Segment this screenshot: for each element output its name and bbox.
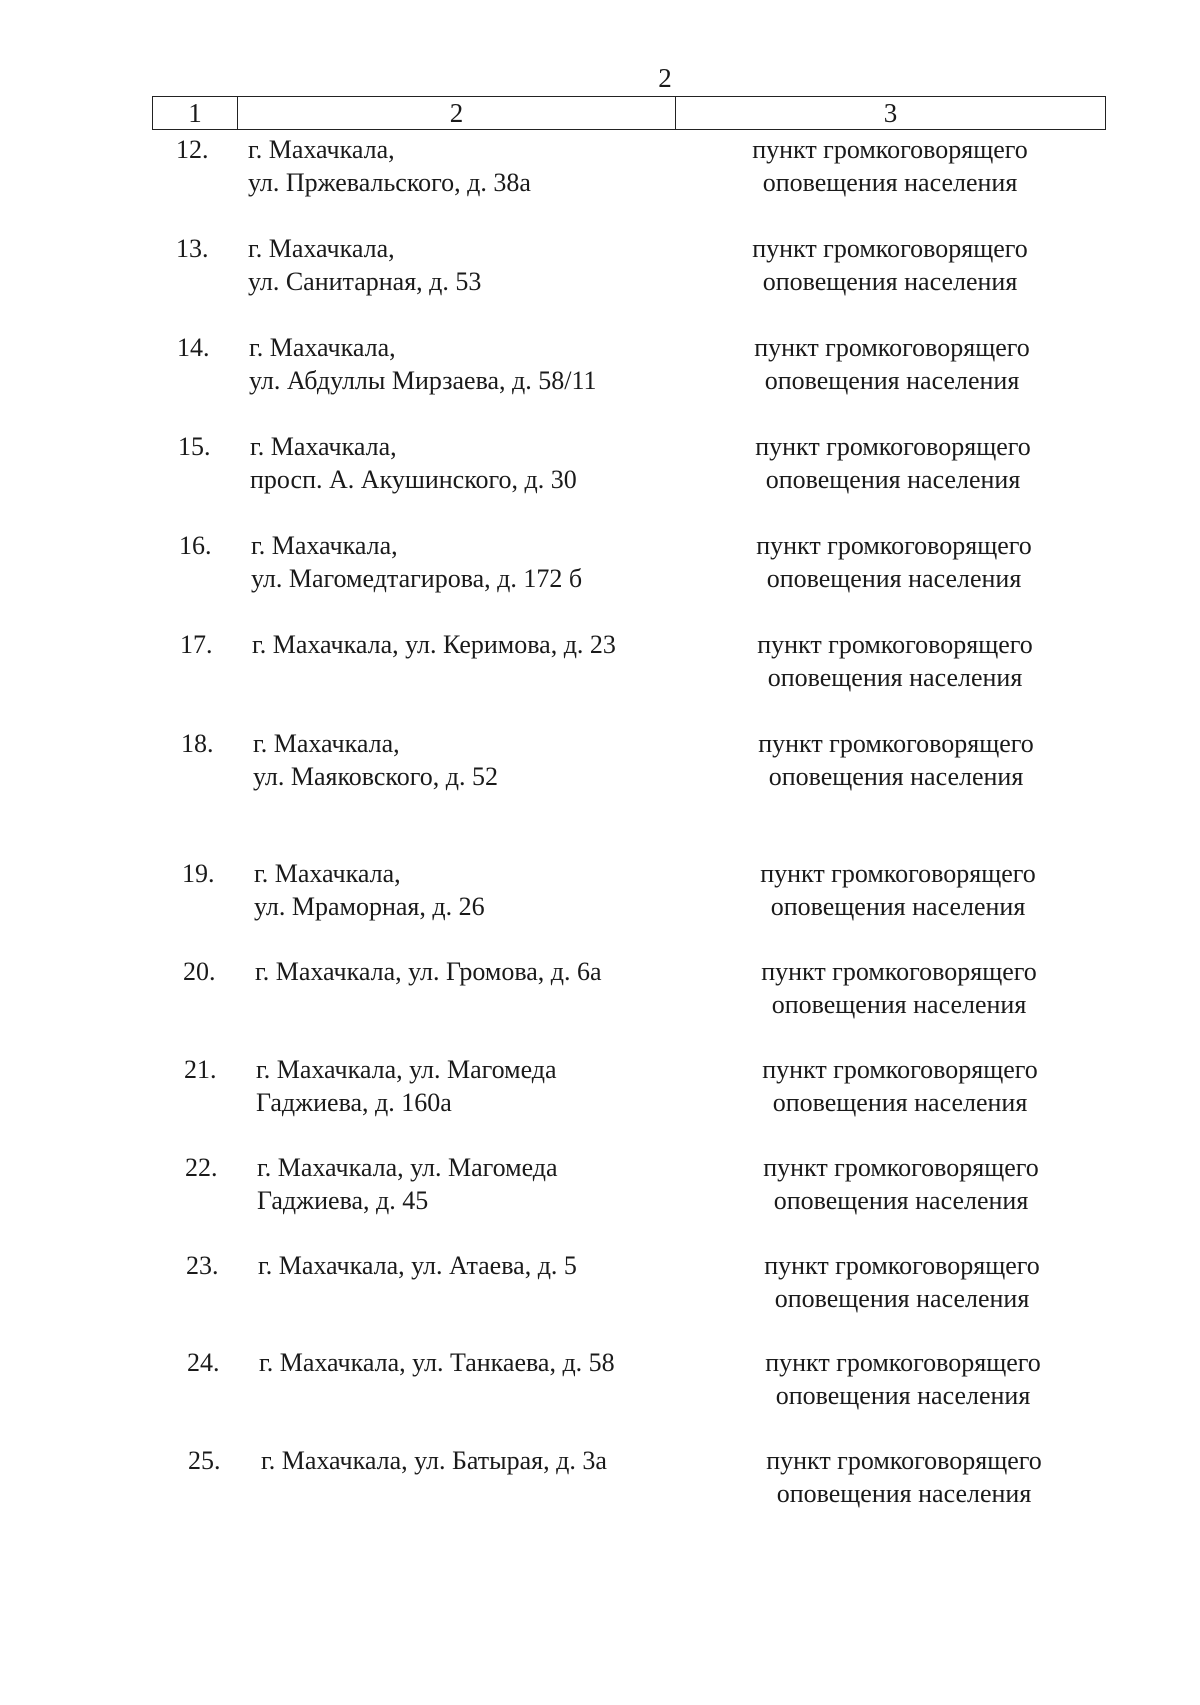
address-line-2: ул. Абдуллы Мирзаева, д. 58/11 [249, 366, 597, 395]
address-line-1: г. Махачкала, ул. Магомеда [256, 1055, 557, 1084]
header-col-3: 3 [883, 98, 898, 128]
address-line-1: г. Махачкала, ул. Громова, д. 6а [255, 957, 602, 986]
address-line-1: г. Махачкала, [254, 859, 401, 888]
row-number: 12. [176, 135, 209, 164]
address-line-1: г. Махачкала, [248, 234, 395, 263]
row-description [703, 1346, 1103, 1412]
row-address [251, 529, 691, 595]
description-line-2: оповещения населения [767, 663, 1023, 692]
row-address [248, 232, 688, 298]
description-line-1: пункт громкоговорящего [760, 859, 1036, 888]
address-line-2: просп. А. Акушинского, д. 30 [250, 465, 577, 494]
address-line-1: г. Махачкала, ул. Батырая, д. 3а [261, 1446, 607, 1475]
row-description [702, 1249, 1102, 1315]
description-line-2: оповещения населения [765, 465, 1021, 494]
row-address [253, 727, 693, 793]
description-line-2: оповещения населения [762, 267, 1018, 296]
header-col-2: 2 [238, 97, 676, 129]
description-line-2: оповещения населения [770, 892, 1026, 921]
row-description [696, 727, 1096, 793]
address-line-2: Гаджиева, д. 160а [256, 1088, 452, 1117]
row-address [248, 133, 688, 199]
address-line-1: г. Махачкала, [253, 729, 400, 758]
row-address [250, 430, 690, 496]
address-line-2: ул. Магомедтагирова, д. 172 б [251, 564, 583, 593]
description-line-2: оповещения населения [771, 990, 1027, 1019]
row-address [249, 331, 689, 397]
description-line-1: пункт громкоговорящего [755, 432, 1031, 461]
address-line-1: г. Махачкала, ул. Керимова, д. 23 [252, 630, 616, 659]
description-line-1: пункт громкоговорящего [752, 234, 1028, 263]
address-line-1: г. Махачкала, [249, 333, 396, 362]
address-line-1: г. Махачкала, ул. Атаева, д. 5 [258, 1251, 577, 1280]
description-line-2: оповещения населения [774, 1284, 1030, 1313]
row-description [695, 628, 1095, 694]
address-line-1: г. Махачкала, [248, 135, 395, 164]
description-line-1: пункт громкоговорящего [764, 1251, 1040, 1280]
description-line-2: оповещения населения [762, 168, 1018, 197]
address-line-1: г. Махачкала, ул. Танкаева, д. 58 [259, 1348, 615, 1377]
description-line-2: оповещения населения [772, 1088, 1028, 1117]
row-number: 14. [177, 333, 210, 362]
row-number: 22. [185, 1153, 218, 1182]
description-line-1: пункт громкоговорящего [765, 1348, 1041, 1377]
description-line-1: пункт громкоговорящего [762, 1055, 1038, 1084]
address-line-1: г. Махачкала, [250, 432, 397, 461]
row-address [258, 1249, 698, 1282]
address-line-2: ул. Пржевальского, д. 38а [248, 168, 531, 197]
row-number: 16. [179, 531, 212, 560]
row-description [690, 232, 1090, 298]
row-description [701, 1151, 1101, 1217]
row-number: 24. [187, 1348, 220, 1377]
address-line-1: г. Махачкала, ул. Магомеда [257, 1153, 558, 1182]
row-address [261, 1444, 701, 1477]
address-line-2: Гаджиева, д. 45 [257, 1186, 429, 1215]
address-line-2: ул. Санитарная, д. 53 [248, 267, 482, 296]
row-address [252, 628, 692, 661]
table-header [152, 96, 1106, 130]
row-number: 19. [182, 859, 215, 888]
row-address [257, 1151, 697, 1217]
row-description [698, 857, 1098, 923]
description-line-1: пункт громкоговорящего [757, 630, 1033, 659]
row-address [254, 857, 694, 923]
address-line-2: ул. Мраморная, д. 26 [254, 892, 485, 921]
description-line-1: пункт громкоговорящего [752, 135, 1028, 164]
row-number: 17. [180, 630, 213, 659]
row-description [700, 1053, 1100, 1119]
row-number: 21. [184, 1055, 217, 1084]
row-description [704, 1444, 1104, 1510]
row-address [255, 955, 695, 988]
row-number: 25. [188, 1446, 221, 1475]
description-line-1: пункт громкоговорящего [754, 333, 1030, 362]
description-line-2: оповещения населения [766, 564, 1022, 593]
description-line-2: оповещения населения [768, 762, 1024, 791]
row-address [256, 1053, 696, 1119]
description-line-1: пункт громкоговорящего [761, 957, 1037, 986]
row-description [690, 133, 1090, 199]
header-col-1: 1 [153, 97, 238, 129]
description-line-1: пункт громкоговорящего [763, 1153, 1039, 1182]
row-description [693, 430, 1093, 496]
description-line-1: пункт громкоговорящего [758, 729, 1034, 758]
row-description [694, 529, 1094, 595]
row-description [692, 331, 1092, 397]
description-line-2: оповещения населения [776, 1479, 1032, 1508]
description-line-1: пункт громкоговорящего [766, 1446, 1042, 1475]
row-address [259, 1346, 699, 1379]
row-number: 23. [186, 1251, 219, 1280]
description-line-2: оповещения населения [764, 366, 1020, 395]
row-number: 13. [176, 234, 209, 263]
address-line-1: г. Махачкала, [251, 531, 398, 560]
page-number: 2 [658, 63, 672, 93]
description-line-1: пункт громкоговорящего [756, 531, 1032, 560]
description-line-2: оповещения населения [775, 1381, 1031, 1410]
row-number: 18. [181, 729, 214, 758]
row-description [699, 955, 1099, 1021]
row-number: 15. [178, 432, 211, 461]
address-line-2: ул. Маяковского, д. 52 [253, 762, 498, 791]
row-number: 20. [183, 957, 216, 986]
description-line-2: оповещения населения [773, 1186, 1029, 1215]
